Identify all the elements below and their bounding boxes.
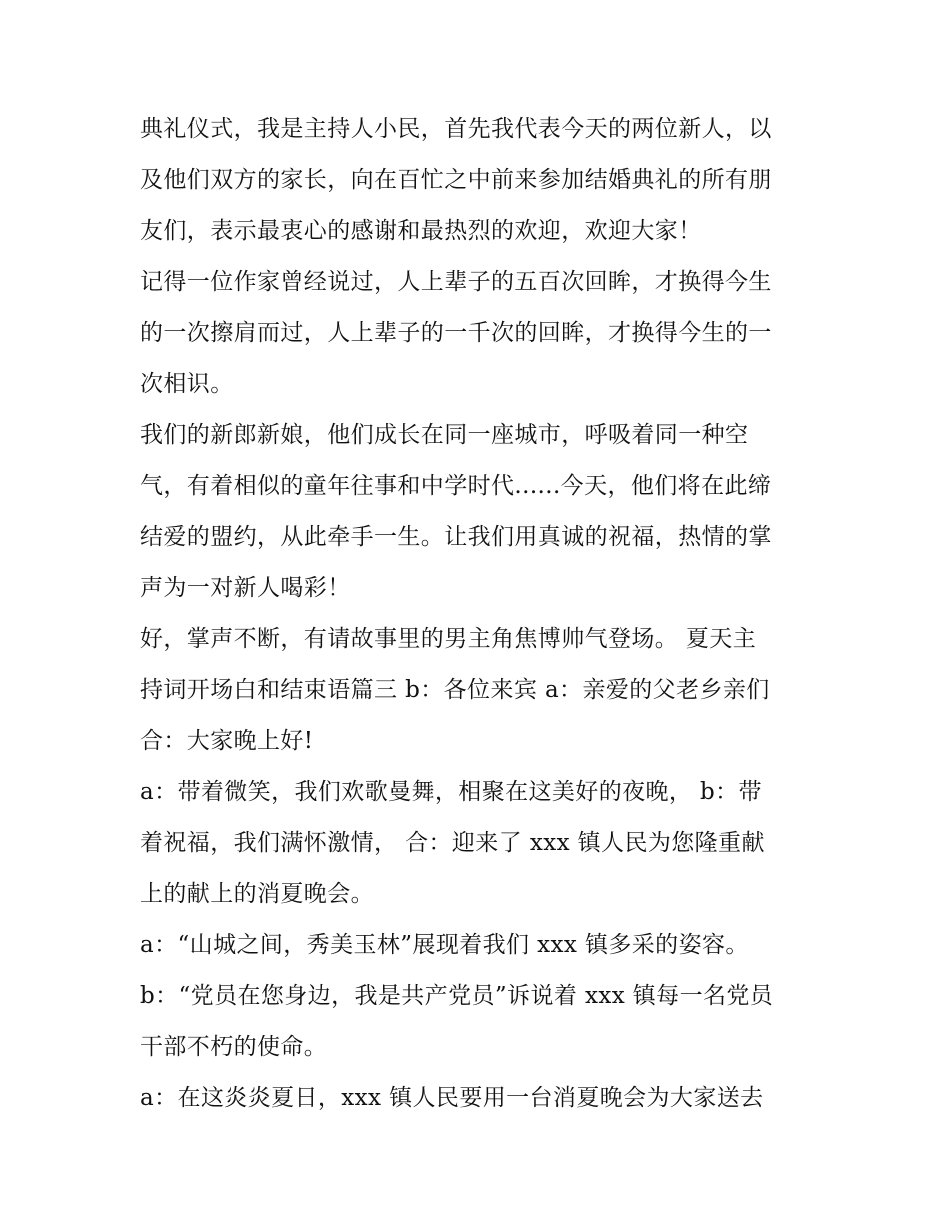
text-line: 我们的新郎新娘，他们成长在同一座城市，呼吸着同一种空 [140,422,749,448]
text-line: 友们，表示最衷心的感谢和最热烈的欢迎，欢迎大家！ [140,218,702,244]
text-line: 记得一位作家曾经说过，人上辈子的五百次回眸，才换得今生 [140,269,772,295]
text-line: a：在这炎炎夏日，xxx 镇人民要用一台消夏晚会为大家送去 [140,1085,764,1111]
text-line: 的一次擦肩而过，人上辈子的一千次的回眸，才换得今生的一 [140,320,772,346]
text-line: 次相识。 [140,371,234,397]
text-line: b：“党员在您身边，我是共产党员”诉说着 xxx 镇每一名党员 [140,983,774,1009]
text-line: 典礼仪式，我是主持人小民，首先我代表今天的两位新人，以 [140,116,772,142]
text-line: a：带着微笑，我们欢歌曼舞，相聚在这美好的夜晚， b：带 [140,779,762,805]
text-line: 上的献上的消夏晚会。 [140,881,374,907]
text-line: 结爱的盟约，从此牵手一生。让我们用真诚的祝福，热情的掌 [140,524,772,550]
text-line: 及他们双方的家长，向在百忙之中前来参加结婚典礼的所有朋 [140,167,772,193]
text-line: 好，掌声不断，有请故事里的男主角焦博帅气登场。 夏天主 [140,626,757,652]
text-line: 持词开场白和结束语篇三 b：各位来宾 a：亲爱的父老乡亲们 [140,677,770,703]
text-line: 声为一对新人喝彩！ [140,575,351,601]
text-line: 气，有着相似的童年往事和中学时代......今天，他们将在此缔 [140,473,772,499]
text-line: 着祝福，我们满怀激情， 合：迎来了 xxx 镇人民为您隆重献 [140,830,765,856]
document-body [140,104,820,1124]
text-line: a：“山城之间，秀美玉林”展现着我们 xxx 镇多采的姿容。 [140,932,749,958]
text-line: 干部不朽的使命。 [140,1034,328,1060]
text-line: 合：大家晚上好! [140,728,314,754]
